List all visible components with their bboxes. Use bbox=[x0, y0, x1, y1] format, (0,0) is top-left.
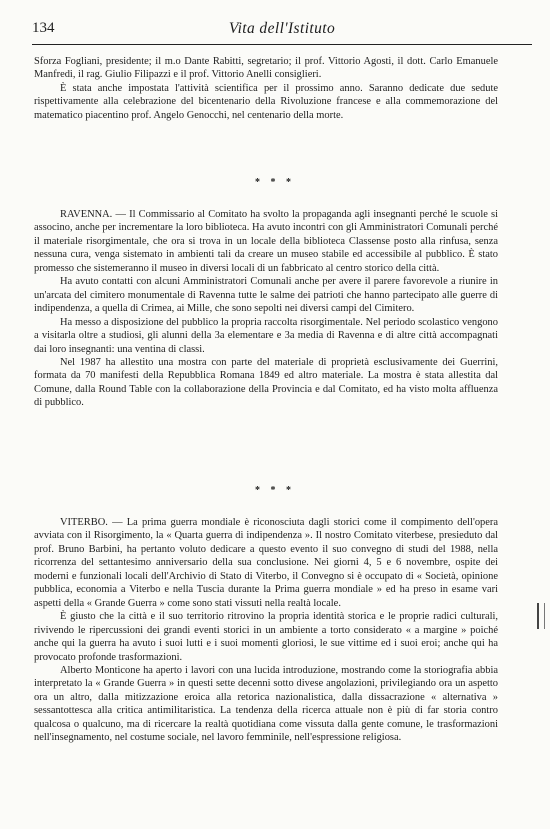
paragraph: Ha avuto contatti con alcuni Amministratori Comunali anche per avere il parere favorevole a riunire in un'arcata del cimitero monumentale di Ravenna tutte le salme dei patrioti che hanno partecipato alle guerre di indipendenza, a quella di Crimea, ai Mille, che sono sepolti nei diversi campi del Cimitero. bbox=[34, 276, 498, 315]
page-header bbox=[32, 20, 532, 45]
paragraph: VITERBO. — La prima guerra mondiale è riconosciuta dagli storici come il compimento dell'opera avviata con il Risorgimento, la « Quarta guerra di indipendenza ». Il nostro Comitato viterbese, presieduto dal prof. Bruno Barbini, ha pertanto voluto dedicare a questo evento il suo convegno di studi del 1988, nella ricorrenza del settantesimo anniversario della sua conclusione. Nei giorni 4, 5 e 6 novembre, ospite dei moderni e funzionali locali dell'Archivio di Stato di Viterbo, il Convegno si è occupato di « Società, opinione pubblica, economia a Viterbo e nella Tuscia durante la Prima guerra mondiale » ed ha preso in esame vari aspetti della « Grande Guerra » come sono stati vissuti nella realtà locale. bbox=[34, 517, 498, 609]
page-number: 134 bbox=[32, 20, 55, 36]
ravenna-section bbox=[34, 208, 498, 410]
paragraph: È stata anche impostata l'attività scientifica per il prossimo anno. Saranno dedicate due sedute rispettivamente alla celebrazione del bicentenario della Rivoluzione francese e alla commemorazione del matematico piacentino prof. Angelo Genocchi, nel centenario della morte. bbox=[34, 82, 498, 121]
paragraph: Ha messo a disposizione del pubblico la propria raccolta risorgimentale. Nel periodo scolastico vengono a visitarla oltre a studiosi, gli alunni della 3a elementare e 3a media di Ravenna e di altre città accompagnati dai loro insegnanti: una ventina di classi. bbox=[34, 316, 498, 355]
section-separator: * * * bbox=[255, 485, 295, 496]
paragraph: Sforza Fogliani, presidente; il m.o Dante Rabitti, segretario; il prof. Vittorio Agosti, il dott. Carlo Emanuele Manfredi, il rag. Giulio Filipazzi e il prof. Vittorio Anelli consiglieri. bbox=[34, 56, 498, 81]
paragraph: È giusto che la città e il suo territorio ritrovino la propria identità storica e le proprie radici culturali, rivivendo le ripercussioni dei grandi eventi storici in un ambiente a torto considerato « a margine » poiché anche qui la guerra ha avuto i suoi lutti e i suoi momenti gloriosi, le sue vittime ed i suoi eroi; anche qui ha provocato profonde trasformazioni. bbox=[34, 611, 498, 663]
paragraph: Nel 1987 ha allestito una mostra con parte del materiale di proprietà esclusivamente dei Guerrini, formata da 70 manifesti della Repubblica Romana 1849 ed altro materiale. La mostra è stata allestita dal Comune, dalla Round Table con la collaborazione della Provincia e dal Comitato, ed ha visto molta affluenza di pubblico. bbox=[34, 356, 498, 409]
viterbo-section bbox=[34, 516, 498, 745]
intro-section bbox=[34, 55, 498, 122]
section-separator: * * * bbox=[255, 177, 295, 188]
paragraph: RAVENNA. — Il Commissario al Comitato ha svolto la propaganda agli insegnanti perché le scuole si associno, anche per incrementare la loro biblioteca. Ha avuto incontri con gli Amministratori Comunali perché il materiale risorgimentale, che ora si trova in un locale della biblioteca Classense posto alla rinfusa, senza nessuna cura, venga sistemato in ambienti tali da creare un museo stabile ed accessibile al pubblico. È stato promesso che sistemeranno il museo in diversi locali di un fabbricato al centro storico della città. bbox=[34, 209, 498, 274]
running-title: Vita dell'Istituto bbox=[228, 20, 336, 37]
margin-mark bbox=[537, 603, 545, 629]
paragraph: Alberto Monticone ha aperto i lavori con una lucida introduzione, mostrando come la storiografia abbia interpretato la « Grande Guerra » in questi sette decenni sotto divese angolazioni, privilegiando ora un aspetto ora un altro, dalla mitizzazione eroica alla retorica nazionalistica, dalla dissacrazione « alternativa » sessantottesca alla critica antimilitaristica. La tendenza della ricerca attuale non è più di far storia contro qualcosa o qualcuno, ma di ricercare la realtà quotidiana come vissuta dalla gente comune, le trasformazioni nell'insegnamento, nel costume sociale, nel lavoro femminile, nell'espressione religiosa. bbox=[34, 664, 498, 744]
